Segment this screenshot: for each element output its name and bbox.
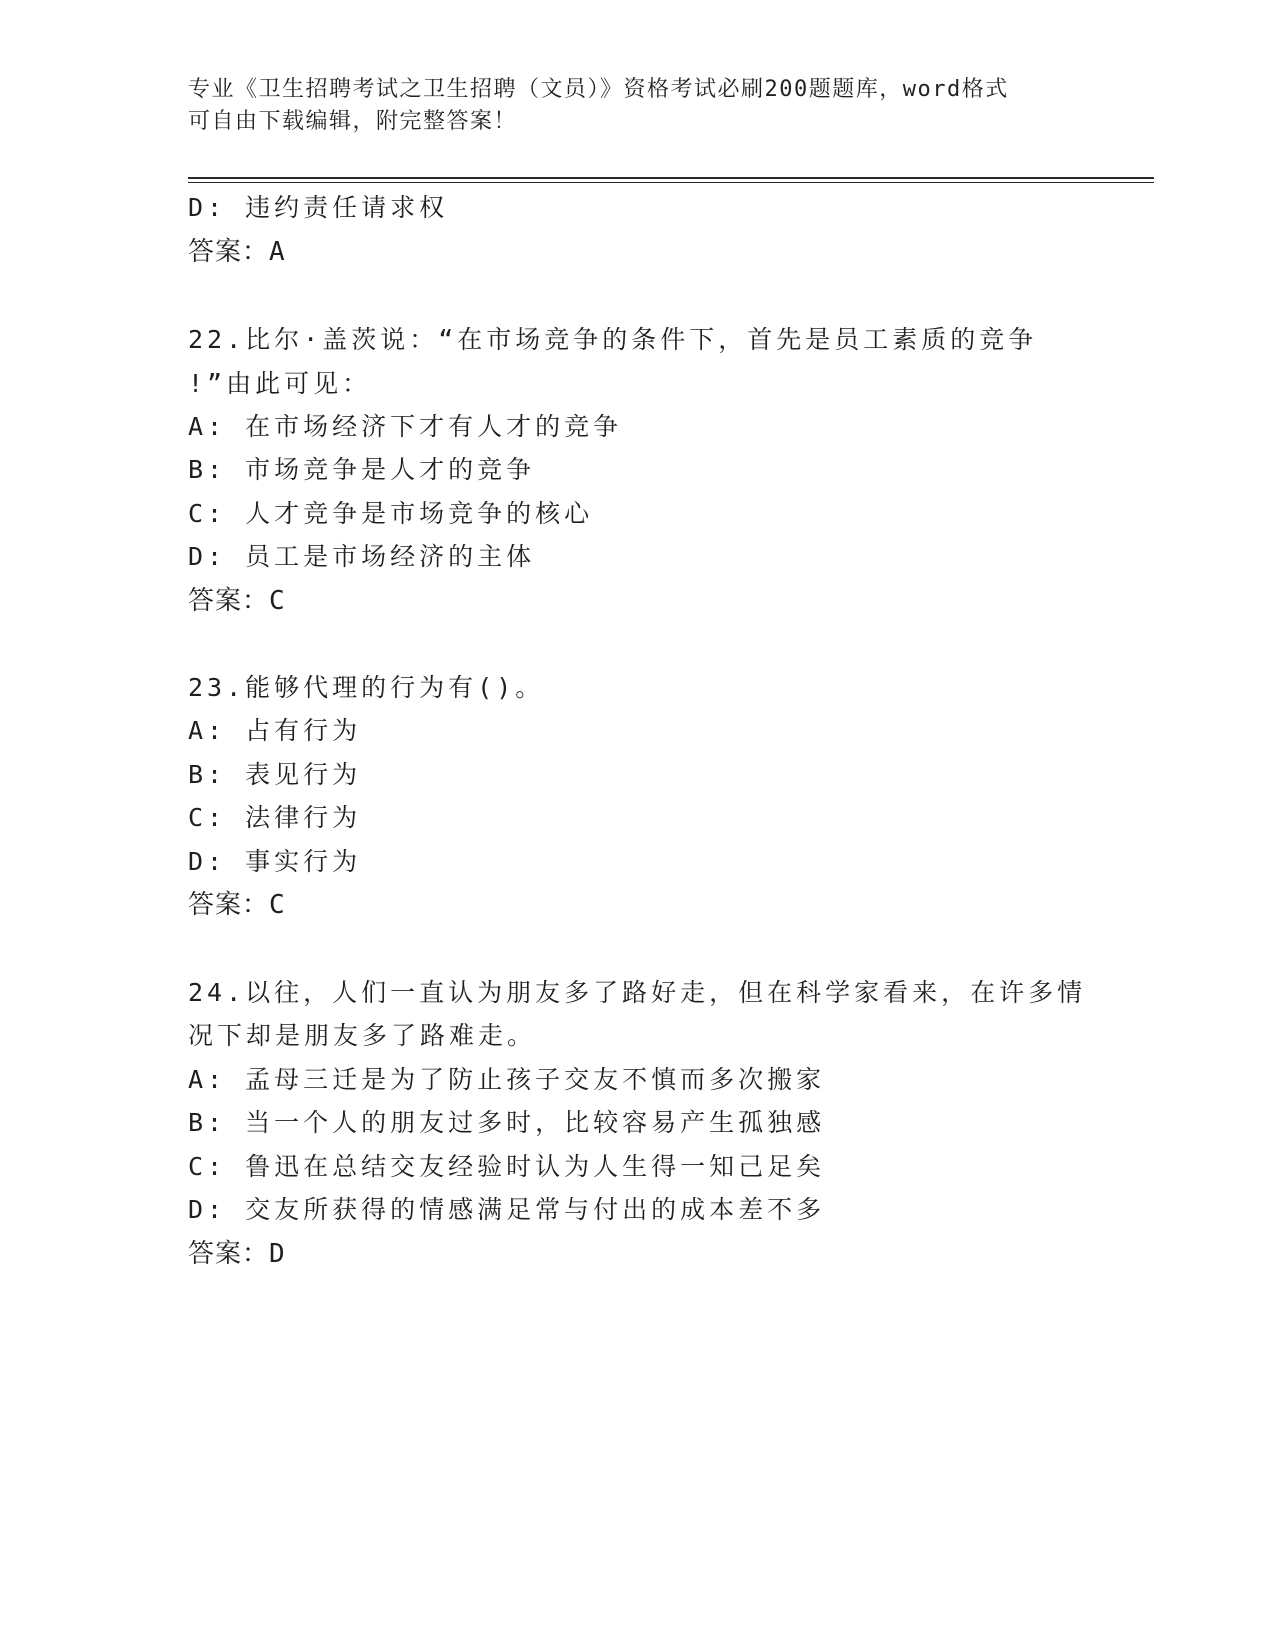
answer-value: D <box>269 1239 286 1269</box>
answer-label: 答案： <box>188 890 270 920</box>
q24-option-a: A: 孟母三迁是为了防止孩子交友不慎而多次搬家 <box>188 1065 826 1094</box>
q21-answer <box>188 235 286 269</box>
q23-option-c: C: 法律行为 <box>188 803 362 832</box>
q22-stem-line-2: !”由此可见： <box>188 369 372 398</box>
q24-stem-line-2: 况下却是朋友多了路难走。 <box>188 1021 537 1050</box>
header-rule-thick <box>188 177 1154 179</box>
q24-answer <box>188 1237 286 1271</box>
q24-option-c: C: 鲁迅在总结交友经验时认为人生得一知己足矣 <box>188 1152 826 1181</box>
q22-option-c: C: 人才竞争是市场竞争的核心 <box>188 499 594 528</box>
q23-option-b: B: 表见行为 <box>188 760 362 789</box>
q22-option-d: D: 员工是市场经济的主体 <box>188 542 536 571</box>
answer-label: 答案： <box>188 237 270 267</box>
q22-option-a: A: 在市场经济下才有人才的竞争 <box>188 412 623 441</box>
answer-value: C <box>269 586 286 616</box>
q22-stem-line-1: 22.比尔·盖茨说：“在市场竞争的条件下，首先是员工素质的竞争 <box>188 325 1038 354</box>
header-line-1: 专业《卫生招聘考试之卫生招聘（文员）》资格考试必刷200题题库，word格式 <box>188 77 1009 102</box>
answer-label: 答案： <box>188 1239 270 1269</box>
q24-option-b: B: 当一个人的朋友过多时，比较容易产生孤独感 <box>188 1108 826 1137</box>
document-header <box>188 74 1068 138</box>
q23-stem-line-1: 23.能够代理的行为有()。 <box>188 673 545 702</box>
answer-value: A <box>269 237 286 267</box>
q21-option-d: D: 违约责任请求权 <box>188 193 449 222</box>
q22-answer <box>188 584 286 618</box>
q22-option-b: B: 市场竞争是人才的竞争 <box>188 455 536 484</box>
q23-option-d: D: 事实行为 <box>188 847 362 876</box>
header-rule-thin <box>188 182 1154 183</box>
header-line-2: 可自由下载编辑，附完整答案！ <box>188 109 518 134</box>
answer-value: C <box>269 890 286 920</box>
q23-answer <box>188 888 286 922</box>
q24-stem-line-1: 24.以往，人们一直认为朋友多了路好走，但在科学家看来，在许多情 <box>188 978 1087 1007</box>
q23-option-a: A: 占有行为 <box>188 716 362 745</box>
q24-option-d: D: 交友所获得的情感满足常与付出的成本差不多 <box>188 1195 826 1224</box>
answer-label: 答案： <box>188 586 270 616</box>
